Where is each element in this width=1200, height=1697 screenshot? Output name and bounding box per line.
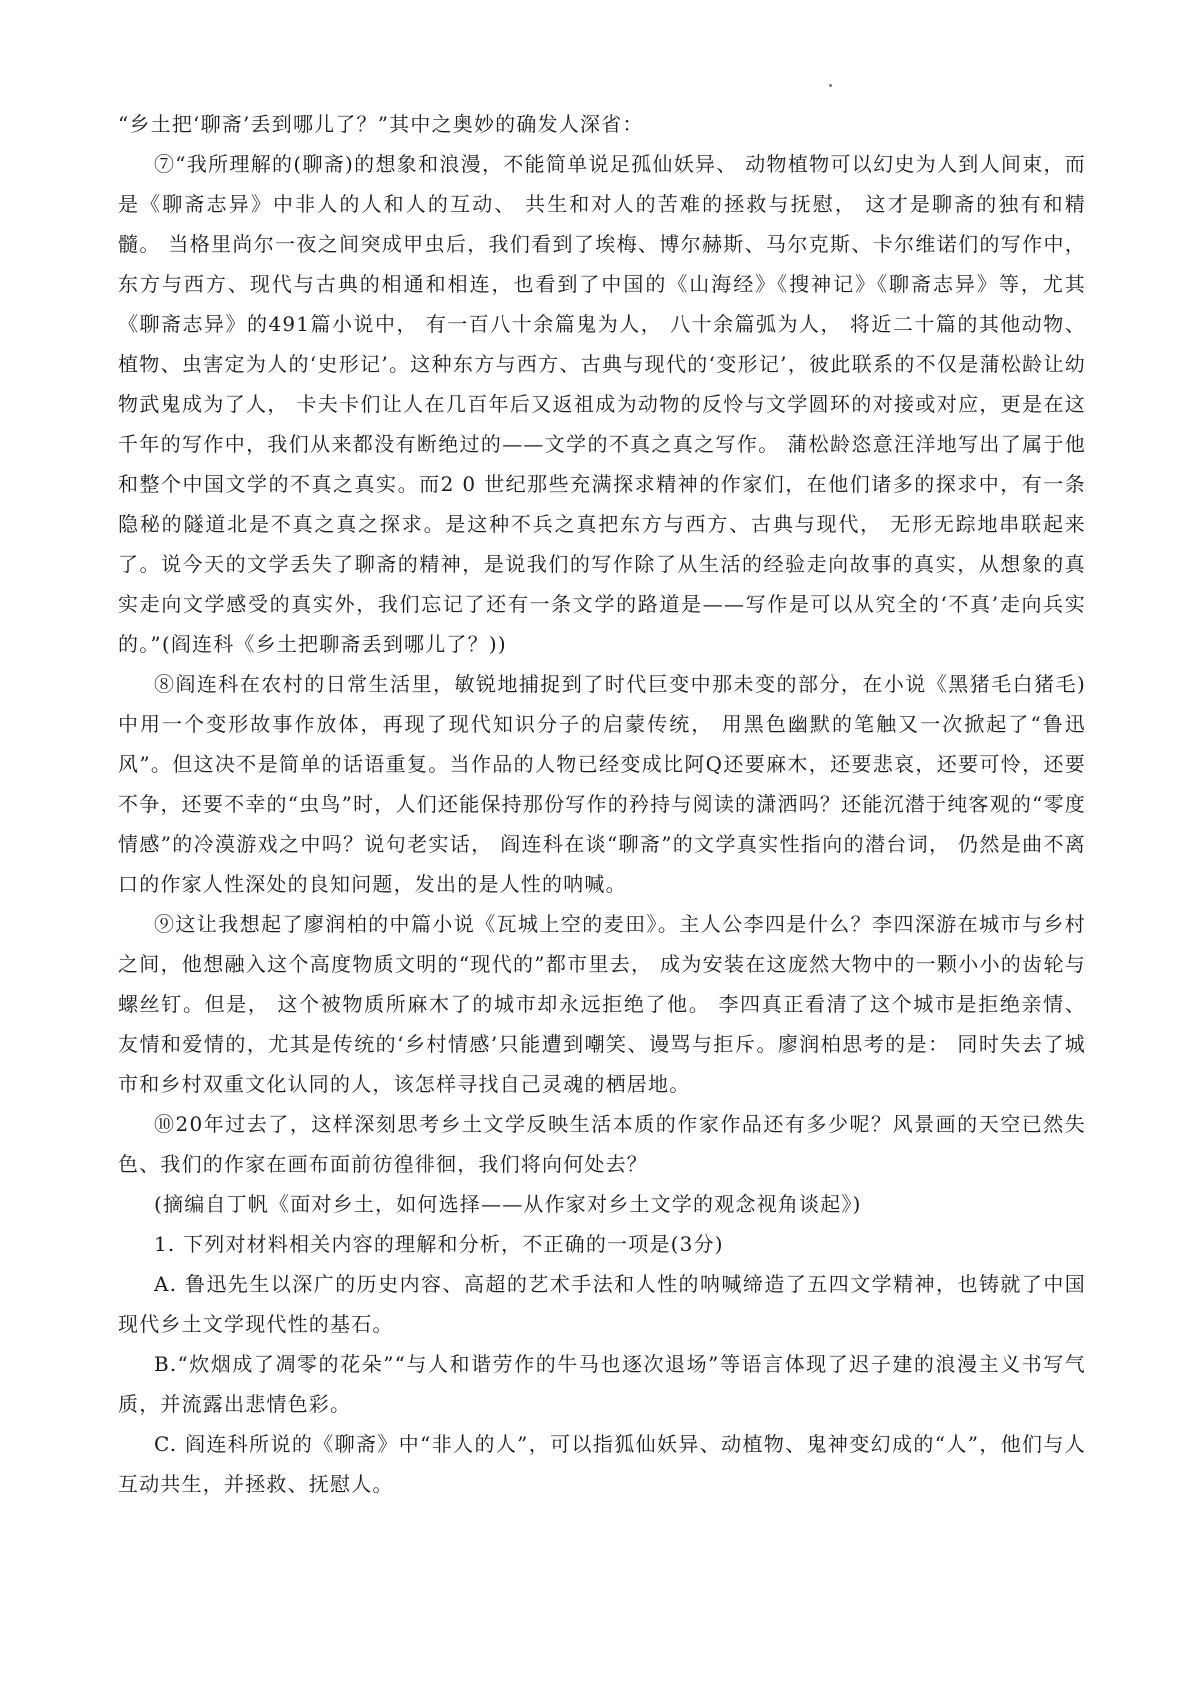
option-b: B.“炊烟成了凋零的花朵”“与人和谐劳作的牛马也逐次退场”等语言体现了迟子建的浪漫主义书写气质，并流露出悲情色彩。: [118, 1352, 1086, 1416]
paragraph-9: ⑨这让我想起了廖润柏的中篇小说《瓦城上空的麦田》。主人公李四是什么？李四深游在城市与乡村之间，他想融入这个高度物质文明的“现代的”都市里去， 成为安装在这庞然大物中的一颗小小的齿轮与螺丝钉。但是， 这个被物质所麻木了的城市却永远拒绝了他。 李四真正看清了这个城市是拒绝亲情、友情和爱情的，尤其是传统的‘乡村情感’只能遭到嘲笑、谩骂与拒斥。廖润柏思考的是： 同时失去了城市和乡村双重文化认同的人，该怎样寻找自己灵魂的栖居地。: [118, 912, 1086, 1096]
paragraph-7: ⑦“我所理解的(聊斋)的想象和浪漫，不能简单说足孤仙妖异、 动物植物可以幻史为人到人间束，而是《聊斋志异》中非人的人和人的互动、 共生和对人的苦难的拯救与抚慰， 这才是聊斋的独有和精髓。 当格里尚尔一夜之间突成甲虫后，我们看到了埃梅、博尔赫斯、马尔克斯、卡尔维诺们的写作中，东方与西方、现代与古典的相通和相连，也看到了中国的《山海经》《搜神记》《聊斋志异》等，尤其《聊斋志异》的491篇小说中， 有一百八十余篇鬼为人， 八十余篇弧为人， 将近二十篇的其他动物、植物、虫害定为人的‘史形记’。这种东方与西方、古典与现代的‘变形记’，彼此联系的不仅是蒲松龄让幼物武鬼成为了人， 卡夫卡们让人在几百年后又返祖成为动物的反怜与文学圆环的对接或对应，更是在这千年的写作中，我们从来都没有断绝过的——文学的不真之真之写作。 蒲松龄恣意汪洋地写出了属于他和整个中国文学的不真之真实。而2 0 世纪那些充满探求精神的作家们，在他们诸多的探求中，有一条隐秘的隧道北是不真之真之探求。是这种不兵之真把东方与西方、古典与现代， 无形无踪地串联起来了。说今天的文学丢失了聊斋的精神，是说我们的写作除了从生活的经验走向故事的真实，从想象的真实走向文学感受的真实外，我们忘记了还有一条文学的路道是——写作是可以从究全的‘不真’走向兵实的。”(阎连科《乡土把聊斋丢到哪儿了？)): [118, 152, 1086, 656]
option-c: C. 阎连科所说的《聊斋》中“非人的人”，可以指狐仙妖异、动植物、鬼神变幻成的“人”，他们与人互动共生，并拯救、抚慰人。: [118, 1432, 1086, 1496]
intro-paragraph: “乡土把‘聊斋’丢到哪儿了？”其中之奥妙的确发人深省：: [118, 112, 644, 136]
paragraph-10: ⑩20年过去了，这样深刻思考乡土文学反映生活本质的作家作品还有多少呢？风景画的天空已然失色、我们的作家在画布面前彷徨徘徊，我们将向何处去？: [118, 1112, 1086, 1176]
paragraph-8: ⑧阎连科在农村的日常生活里，敏锐地捕捉到了时代巨变中那未变的部分，在小说《黑猪毛白猪毛)中用一个变形故事作放体，再现了现代知识分子的启蒙传统， 用黑色幽默的笔触又一次掀起了“鲁迅风”。但这决不是简单的话语重复。当作品的人物已经变成比阿Q还要麻木，还要悲哀，还要可怜，还要不争，还要不幸的“虫鸟”时，人们还能保持那份写作的矜持与阅读的潇洒吗？还能沉潜于纯客观的“零度情感”的冷漠游戏之中吗？说句老实话， 阎连科在谈“聊斋”的文学真实性指向的潜台词， 仍然是曲不离口的作家人性深处的良知问题，发出的是人性的呐喊。: [118, 672, 1086, 896]
source-citation: (摘编自丁帆《面对乡土，如何选择——从作家对乡土文学的观念视角谈起》): [154, 1192, 862, 1216]
document-page: [118, 104, 1086, 1504]
question-stem: 1. 下列对材料相关内容的理解和分析，不正确的一项是(3分): [154, 1232, 724, 1256]
scan-dot: [829, 84, 832, 87]
option-a: A. 鲁迅先生以深广的历史内容、高超的艺术手法和人性的呐喊缔造了五四文学精神，也铸就了中国现代乡土文学现代性的基石。: [118, 1272, 1086, 1336]
